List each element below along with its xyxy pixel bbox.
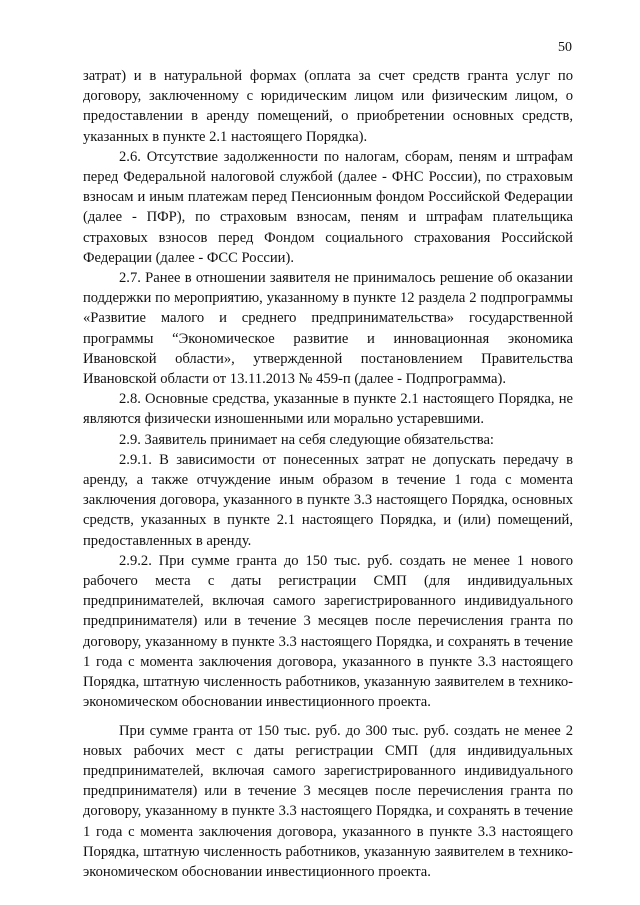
paragraph-2-7: 2.7. Ранее в отношении заявителя не принималось решение об оказании поддержки по мероприятию, указанному в пункте 12 раздела 2 подпрограммы «Развитие малого и среднего предпринимательства» государственной программы “Экономическое развитие и инновационная экономика Ивановской области», утвержденной постановлением Правительства Ивановской области от 13.11.2013 № 459-п (далее - Подпрограмма). bbox=[83, 270, 573, 388]
paragraph-2-6: 2.6. Отсутствие задолженности по налогам, сборам, пеням и штрафам перед Федеральной налоговой службой (далее - ФНС России), по страховым взносам и иным платежам перед Пенсионным фондом Российской Федерации (далее - ПФР), по страховым взносам, пеням и штрафам плательщика страховых взносов перед Фондом социального страхования Российской Федерации (далее - ФСС России). bbox=[83, 148, 573, 266]
paragraph-2-9-1: 2.9.1. В зависимости от понесенных затрат не допускать передачу в аренду, а также отчуждение иным образом в течение 1 года с момента заключения договора, указанного в пункте 3.3 настоящего Порядка, основных средств, указанных в пункте 2.1 настоящего Порядка, и (или) помещений, предоставленных в аренду. bbox=[83, 451, 573, 549]
paragraph-intro: затрат) и в натуральной формах (оплата за счет средств гранта услуг по договору, заключенному с юридическим лицом или физическим лицом, о предоставлении в аренду помещений, о приобретении основных средств, указанных в пункте 2.1 настоящего Порядка). bbox=[83, 68, 573, 145]
document-body bbox=[83, 66, 573, 882]
page-number: 50 bbox=[558, 40, 572, 55]
paragraph-2-9-2: 2.9.2. При сумме гранта до 150 тыс. руб. создать не менее 1 нового рабочего места с даты регистрации СМП (для индивидуальных предпринимателей, включая самого зарегистрированного индивидуального предпринимателя) или в течение 3 месяцев после перечисления гранта по договору, указанному в пункте 3.3 настоящего Порядка, и сохранять в течение 1 года с момента заключения договора, указанного в пункте 3.3 настоящего Порядка, штатную численность работников, указанную заявителем в технико-экономическом обосновании инвестиционного проекта. bbox=[83, 552, 573, 711]
paragraph-2-9-2-continued: При сумме гранта от 150 тыс. руб. до 300 тыс. руб. создать не менее 2 новых рабочих мест с даты регистрации СМП (для индивидуальных предпринимателей, включая самого зарегистрированного индивидуального предпринимателя) или в течение 3 месяцев после перечисления гранта по договору, указанному в пункте 3.3 настоящего Порядка, и сохранять в течение 1 года с момента заключения договора, указанного в пункте 3.3 настоящего Порядка, штатную численность работников, указанную заявителем в технико-экономическом обосновании инвестиционного проекта. bbox=[83, 722, 573, 880]
paragraph-2-8: 2.8. Основные средства, указанные в пункте 2.1 настоящего Порядка, не являются физически изношенными или морально устаревшими. bbox=[83, 391, 573, 428]
paragraph-2-9: 2.9. Заявитель принимает на себя следующие обязательства: bbox=[119, 431, 494, 448]
